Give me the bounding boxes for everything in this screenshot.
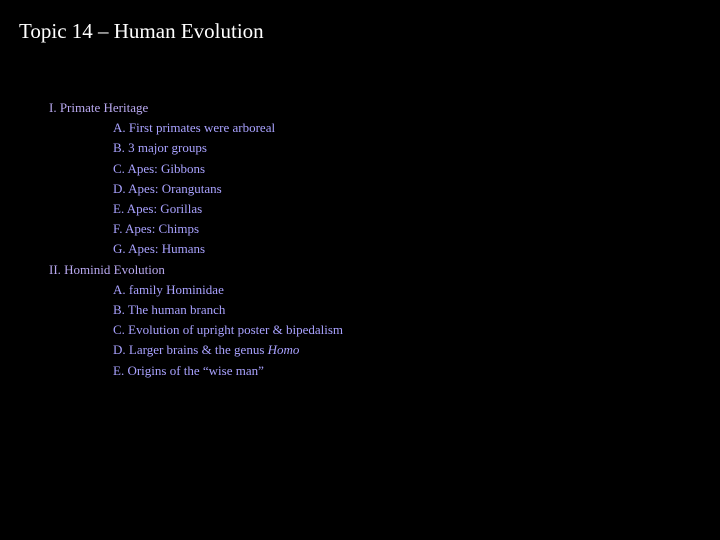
outline-item-text: II. Hominid Evolution <box>49 261 165 277</box>
outline-item-text: C. Evolution of upright poster & bipedalism <box>113 322 344 338</box>
outline-item-text: C. Apes: Gibbons <box>113 160 206 176</box>
outline-subitem <box>49 361 343 381</box>
outline-subitem <box>49 320 343 340</box>
outline-item-text: F. Apes: Chimps <box>113 221 200 237</box>
outline-subitem <box>49 118 343 138</box>
outline-subitem <box>49 199 343 219</box>
outline-subitem <box>49 219 343 239</box>
outline-item-text: G. Apes: Humans <box>113 241 206 257</box>
outline-heading <box>49 260 343 280</box>
outline-item-text: I. Primate Heritage <box>49 100 149 115</box>
outline-item-text: A. First primates were arboreal <box>113 120 276 136</box>
outline-item-italic-text: Homo <box>267 342 300 358</box>
outline-subitem <box>49 300 343 320</box>
outline-item-text: A. family Hominidae <box>113 281 224 297</box>
outline-heading <box>49 98 343 118</box>
outline-subitem <box>49 340 343 360</box>
outline-subitem <box>49 138 343 158</box>
outline-item-text: D. Apes: Orangutans <box>113 180 222 196</box>
outline-subitem <box>49 159 343 179</box>
slide-title: Topic 14 – Human Evolution <box>19 19 264 43</box>
outline-item-text: D. Larger brains & the genus <box>113 342 268 358</box>
outline-item-text: B. The human branch <box>113 302 226 318</box>
outline-list <box>49 98 343 381</box>
outline-item-text: B. 3 major groups <box>113 140 207 156</box>
outline-item-text: E. Apes: Gorillas <box>113 201 203 217</box>
outline-subitem <box>49 239 343 259</box>
outline-item-text: E. Origins of the “wise man” <box>113 362 264 378</box>
outline-subitem <box>49 280 343 300</box>
outline-subitem <box>49 179 343 199</box>
